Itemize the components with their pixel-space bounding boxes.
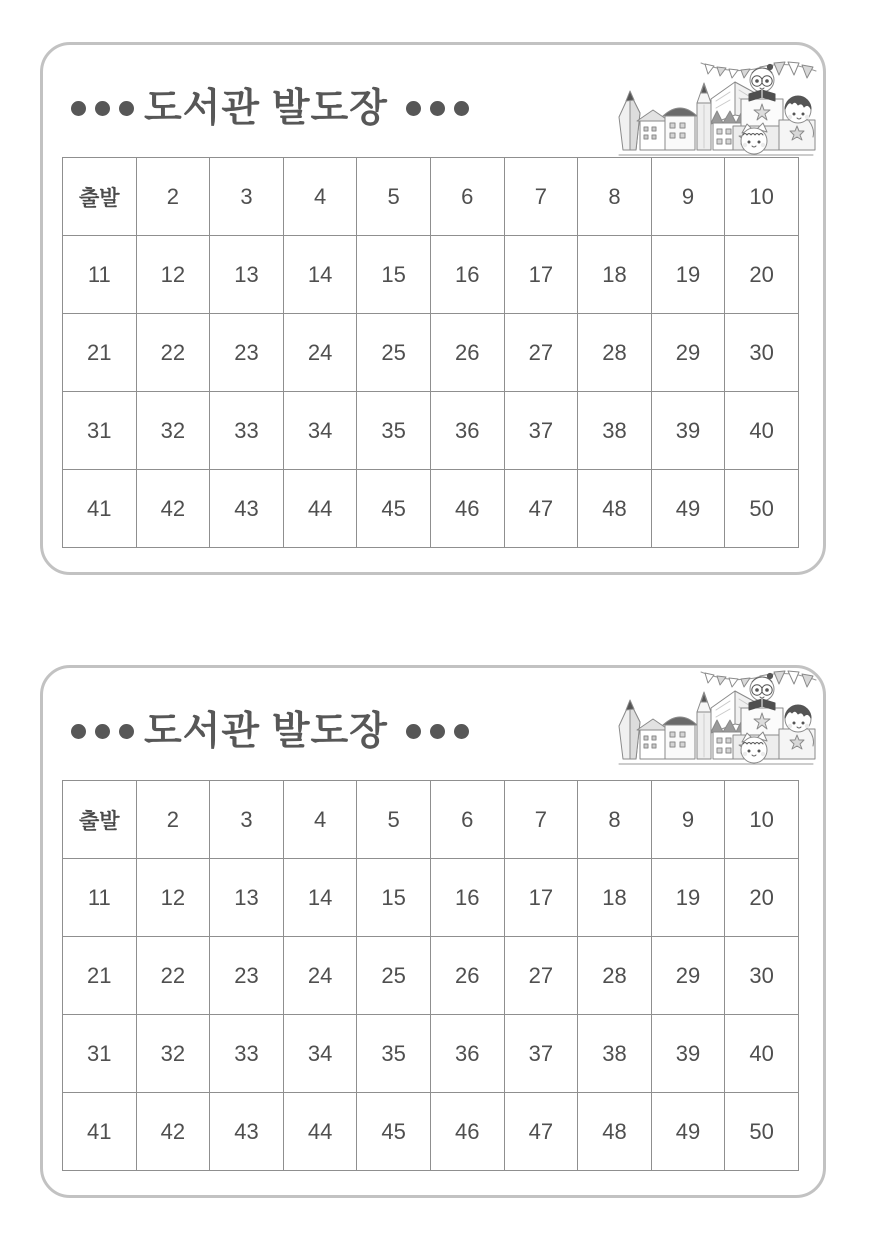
number-cell: 8	[578, 158, 652, 236]
number-cell: 41	[63, 1093, 137, 1171]
number-cell: 15	[357, 859, 431, 937]
stamp-table-body	[63, 158, 799, 548]
card-title: 도서관 발도장	[144, 710, 388, 753]
number-cell: 23	[210, 937, 284, 1015]
number-cell: 38	[578, 1015, 652, 1093]
number-cell: 13	[210, 236, 284, 314]
stamp-card-1	[40, 42, 826, 575]
title-dot	[430, 724, 445, 739]
number-cell: 12	[136, 236, 210, 314]
number-cell: 26	[430, 937, 504, 1015]
number-cell: 47	[504, 1093, 578, 1171]
title-dot	[454, 101, 469, 116]
number-cell: 20	[725, 859, 799, 937]
number-cell: 24	[283, 937, 357, 1015]
number-cell: 10	[725, 781, 799, 859]
number-cell: 26	[430, 314, 504, 392]
number-cell: 33	[210, 1015, 284, 1093]
title-dots-right	[406, 101, 469, 116]
number-cell: 46	[430, 470, 504, 548]
number-cell: 39	[651, 392, 725, 470]
number-cell: 34	[283, 1015, 357, 1093]
number-cell: 45	[357, 1093, 431, 1171]
number-cell: 49	[651, 470, 725, 548]
card-title: 도서관 발도장	[144, 87, 388, 130]
number-cell: 28	[578, 937, 652, 1015]
number-cell: 24	[283, 314, 357, 392]
number-cell: 14	[283, 859, 357, 937]
table-row	[63, 1093, 799, 1171]
number-cell: 42	[136, 470, 210, 548]
number-cell: 35	[357, 1015, 431, 1093]
number-cell: 45	[357, 470, 431, 548]
table-row	[63, 937, 799, 1015]
title-dot	[430, 101, 445, 116]
number-cell: 14	[283, 236, 357, 314]
number-cell: 6	[430, 781, 504, 859]
number-cell: 12	[136, 859, 210, 937]
title-dot	[71, 724, 86, 739]
number-cell: 46	[430, 1093, 504, 1171]
number-cell: 25	[357, 314, 431, 392]
table-row	[63, 1015, 799, 1093]
kids-town-illustration	[613, 662, 819, 767]
table-row	[63, 392, 799, 470]
table-row	[63, 470, 799, 548]
number-cell: 29	[651, 314, 725, 392]
kids-town-illustration	[613, 53, 819, 158]
number-cell: 32	[136, 392, 210, 470]
number-cell: 17	[504, 236, 578, 314]
number-cell: 48	[578, 1093, 652, 1171]
number-cell: 11	[63, 236, 137, 314]
number-cell: 16	[430, 859, 504, 937]
title-dot	[95, 724, 110, 739]
number-cell: 22	[136, 937, 210, 1015]
start-cell: 출발	[63, 158, 137, 236]
number-cell: 20	[725, 236, 799, 314]
title-dot	[119, 724, 134, 739]
number-cell: 3	[210, 158, 284, 236]
stamp-table-body	[63, 781, 799, 1171]
number-cell: 9	[651, 781, 725, 859]
number-cell: 50	[725, 470, 799, 548]
number-cell: 31	[63, 1015, 137, 1093]
title-dot	[119, 101, 134, 116]
number-cell: 15	[357, 236, 431, 314]
number-cell: 4	[283, 158, 357, 236]
number-cell: 37	[504, 1015, 578, 1093]
number-cell: 10	[725, 158, 799, 236]
number-cell: 5	[357, 781, 431, 859]
number-cell: 21	[63, 937, 137, 1015]
number-cell: 6	[430, 158, 504, 236]
table-row	[63, 314, 799, 392]
number-cell: 39	[651, 1015, 725, 1093]
number-cell: 3	[210, 781, 284, 859]
number-cell: 38	[578, 392, 652, 470]
number-cell: 22	[136, 314, 210, 392]
title-dots-left	[71, 101, 134, 116]
card-title-row	[71, 712, 469, 751]
number-cell: 16	[430, 236, 504, 314]
number-cell: 44	[283, 1093, 357, 1171]
number-cell: 7	[504, 781, 578, 859]
table-row	[63, 158, 799, 236]
number-cell: 8	[578, 781, 652, 859]
number-cell: 40	[725, 1015, 799, 1093]
number-cell: 32	[136, 1015, 210, 1093]
number-cell: 42	[136, 1093, 210, 1171]
title-dot	[71, 101, 86, 116]
number-cell: 37	[504, 392, 578, 470]
number-cell: 25	[357, 937, 431, 1015]
number-cell: 31	[63, 392, 137, 470]
number-cell: 11	[63, 859, 137, 937]
number-cell: 5	[357, 158, 431, 236]
number-cell: 33	[210, 392, 284, 470]
stamp-card-2	[40, 665, 826, 1198]
number-cell: 30	[725, 937, 799, 1015]
number-cell: 36	[430, 1015, 504, 1093]
title-dot	[406, 724, 421, 739]
card-title-row	[71, 89, 469, 128]
number-cell: 43	[210, 1093, 284, 1171]
title-dots-left	[71, 724, 134, 739]
number-cell: 40	[725, 392, 799, 470]
number-cell: 44	[283, 470, 357, 548]
number-cell: 41	[63, 470, 137, 548]
number-cell: 13	[210, 859, 284, 937]
number-cell: 18	[578, 859, 652, 937]
start-cell: 출발	[63, 781, 137, 859]
number-cell: 49	[651, 1093, 725, 1171]
title-dot	[454, 724, 469, 739]
number-cell: 23	[210, 314, 284, 392]
number-cell: 19	[651, 859, 725, 937]
number-cell: 18	[578, 236, 652, 314]
number-cell: 27	[504, 937, 578, 1015]
number-cell: 27	[504, 314, 578, 392]
number-cell: 34	[283, 392, 357, 470]
number-cell: 48	[578, 470, 652, 548]
number-cell: 2	[136, 158, 210, 236]
number-cell: 36	[430, 392, 504, 470]
title-dot	[406, 101, 421, 116]
stamp-table	[62, 157, 799, 548]
title-dots-right	[406, 724, 469, 739]
number-cell: 50	[725, 1093, 799, 1171]
table-row	[63, 236, 799, 314]
title-dot	[95, 101, 110, 116]
number-cell: 47	[504, 470, 578, 548]
number-cell: 4	[283, 781, 357, 859]
number-cell: 7	[504, 158, 578, 236]
table-row	[63, 859, 799, 937]
stamp-table	[62, 780, 799, 1171]
table-row	[63, 781, 799, 859]
number-cell: 21	[63, 314, 137, 392]
number-cell: 17	[504, 859, 578, 937]
number-cell: 29	[651, 937, 725, 1015]
number-cell: 28	[578, 314, 652, 392]
number-cell: 19	[651, 236, 725, 314]
number-cell: 9	[651, 158, 725, 236]
number-cell: 2	[136, 781, 210, 859]
number-cell: 30	[725, 314, 799, 392]
number-cell: 43	[210, 470, 284, 548]
number-cell: 35	[357, 392, 431, 470]
